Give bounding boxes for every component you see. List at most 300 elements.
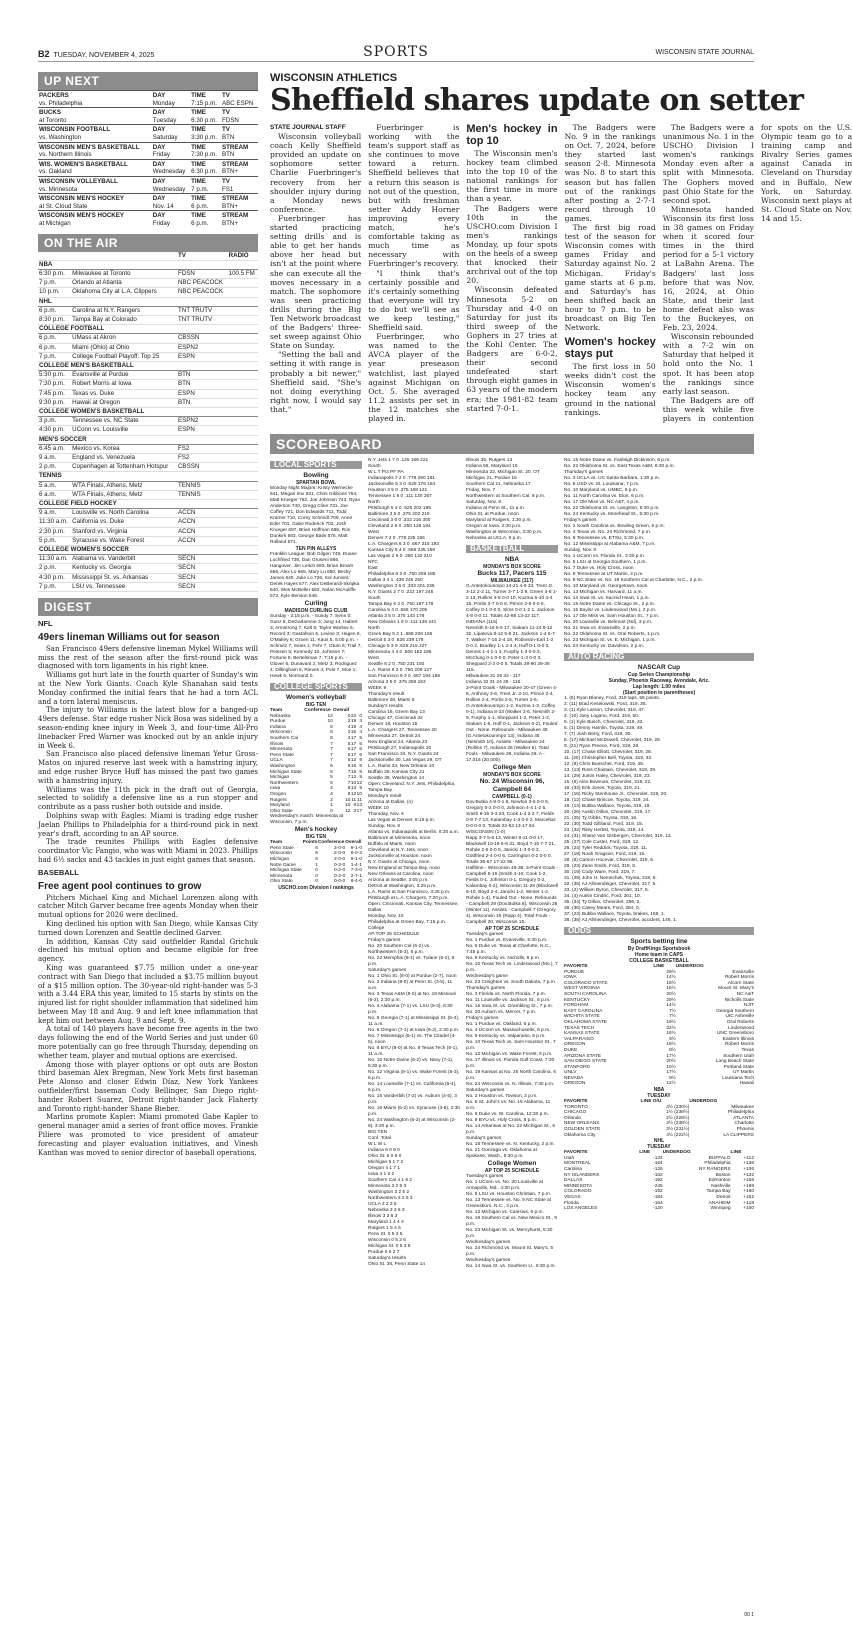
upnext-d: Tuesday xyxy=(152,116,177,124)
odds-cell: Texas xyxy=(741,1047,754,1053)
nascar-line: 3. (1) Kyle Larson, Chevrolet, 319, 47. xyxy=(564,708,646,713)
page-number: B2 xyxy=(38,49,50,59)
nhl-odds-cell: -126 xyxy=(653,1167,663,1172)
upnext-c1: DAY xyxy=(152,125,190,134)
scoreboard-line: Thursday's result xyxy=(368,692,405,697)
bucks-box-title: Bucks 117, Pacers 115 xyxy=(477,570,547,577)
scoreboard-line: Saturday, Nov. 8 xyxy=(466,500,502,505)
vb-cell: 7 xyxy=(330,758,333,764)
scoreboard-line: Seattle 38, Washington 14 xyxy=(368,776,425,781)
nascar-line: 28. (8) Carson Hocevar, Chevrolet, 319, 9. xyxy=(564,858,655,863)
nascar-line: 16. (33) Erik Jones, Toyota, 319, 21. xyxy=(564,786,641,791)
schedule-line: No. 8 Tennessee vs. ETSU, 5:30 p.m. xyxy=(564,536,645,541)
onair-cell: BTN xyxy=(177,371,228,380)
onair-cell xyxy=(228,463,258,472)
vb-head: Team xyxy=(270,708,283,713)
upnext-c1: DAY xyxy=(152,108,190,117)
scoreboard-line: Minnesota 23, Michigan St. 20, OT xyxy=(466,470,540,475)
schedule-line: No. 5 LSU at Georgia Southern, 1 p.m. xyxy=(564,560,647,565)
onair-cell: NBC PEACOCK xyxy=(177,288,228,297)
upnext-d: Monday xyxy=(152,99,175,107)
article-body xyxy=(270,123,852,429)
schedule-line: No. 21 Iowa vs. Evansville, 2 p.m. xyxy=(564,626,636,631)
scoreboard-header: SCOREBOARD xyxy=(270,434,754,454)
onair-cell: BTN xyxy=(177,398,228,407)
scoreboard-line: Conf. Total xyxy=(368,1136,391,1141)
scoreboard-line: Houston 3 5 0 .375 168 121 xyxy=(368,488,428,493)
box-line: Dov.Butka 4-8 0-1 8, Newton 3-6 0-0 6, Gregory 0-2 0-0 0, Johnson 4-4 1-2 5, Smith 8-15 3-3 23, Cook 1-4 2-2 7, Fields 0-9 7-7 13, Kalambay 1-3 0-0 2, Marcellus 0-0 0-0 0. Totals 23-53 13-17 64. xyxy=(466,800,556,829)
mh-cell: 2-0-0 xyxy=(333,845,346,851)
digest-paragraph: King declined his option with San Diego, while Kansas City turned down Lorenzen and Seattle declined Garver. xyxy=(38,919,258,937)
scoreboard-line: Las Vegas at Denver, 8:15 p.m. xyxy=(368,818,435,823)
main-article xyxy=(270,72,852,429)
scoreboard-line: Pittsburgh 27, Indianapolis 20 xyxy=(368,746,432,751)
curling-title: Curling xyxy=(304,600,328,607)
odds-cell: VALPARAISO xyxy=(564,1036,594,1042)
schedule-line: No. 24 Wisconsin vs. N. Illinois, 7:30 p.m. xyxy=(466,1082,555,1087)
volleyball-table xyxy=(270,708,362,814)
scoreboard-line: Oregon 4 1 7 1 xyxy=(368,1166,401,1171)
odds-cell: Robert Morris xyxy=(724,1042,754,1048)
digest-paragraph: The trade reunites Phillips with Eagles defensive coordinator Vic Fangio, who was with Miami in 2023. Phillips had 6½ sacks and 43 tackles in just eight games that season. xyxy=(38,838,258,864)
mh-cell: Ohio State xyxy=(270,879,293,885)
scoreboard-line: L.A. Chargers 27, Tennessee 20 xyxy=(368,728,437,733)
scoreboard-line: College xyxy=(368,926,385,931)
vb-cell: 8 xyxy=(330,724,333,730)
vb-cell: 6 xyxy=(359,747,362,753)
scoreboard-line: Ohio St. at Purdue, noon xyxy=(466,512,519,517)
odds-head: LINE xyxy=(653,964,665,969)
odds-cell: 16½ xyxy=(666,986,676,992)
upnext-tv: BTN+ xyxy=(222,168,239,176)
onair-cell: Orlando at Atlanta xyxy=(71,279,177,288)
scoreboard-line: No. 14 Louisville (7-1) vs. California (5-4), 6 p.m. xyxy=(368,1082,457,1093)
scoreboard-line: Chicago 5 3 0 .625 215 227 xyxy=(368,644,427,649)
upnext-opp: at St. Cloud State xyxy=(39,202,88,210)
onair-cell xyxy=(228,426,258,435)
vb-cell: 8 xyxy=(359,769,362,775)
scoreboard-line: Washington at Wisconsin, 3:30 p.m. xyxy=(466,530,543,535)
schedule-line: Wednesday's games xyxy=(466,1240,511,1245)
nascar-lap: Lap length: 1.00 miles xyxy=(632,684,686,690)
upnext-c2: TIME xyxy=(190,91,221,100)
vb-cell: 6 xyxy=(359,763,362,769)
onair-cell xyxy=(228,453,258,462)
upnext-c1: DAY xyxy=(152,211,190,220)
vb-head: Overall xyxy=(332,708,350,713)
vb-cell: 4 xyxy=(359,724,362,730)
nascar-line: 2. (11) Brad Keselowski, Ford, 319, 35. xyxy=(564,702,647,707)
schedule-line: No. 5 St. John's vs. No. 15 Alabama, 11 a.m. xyxy=(466,1100,551,1111)
scoreboard-line: Friday, Nov. 7 xyxy=(466,488,496,493)
college-sports-bar: COLLEGE SPORTS xyxy=(270,683,362,691)
nba-odds-cell: 4½ (222½) xyxy=(666,1132,690,1138)
upnext-c2: TIME xyxy=(190,159,221,168)
mh-cell: 6 xyxy=(315,857,318,863)
odds-cell: Louisiana Tech xyxy=(722,1075,754,1081)
odds-cell: STANFORD xyxy=(564,1064,591,1070)
scoreboard-line: Friday's games xyxy=(368,938,401,943)
scoreboard-line: San Francisco 6 3 0 .667 194 188 xyxy=(368,674,441,679)
onair-cell: ESPN xyxy=(177,389,228,398)
onair-cell: CBSSN xyxy=(177,463,228,472)
onair-col-tv: TV xyxy=(177,252,228,261)
scoreboard-line: No. 3 Texas A&M (8-0) at No. 19 Missouri (6-2), 2:30 p.m. xyxy=(368,992,457,1003)
scoreboard-line: Washington 3 2 6 2 xyxy=(368,1190,410,1195)
upnext-opp: at Michigan xyxy=(39,219,71,227)
nascar-line: 20. (26) Austin Dillon, Chevrolet, 319, 17. xyxy=(564,810,652,815)
schedule-line: No. 4 Texas vs. No. 24 Richmond, 7 p.m. xyxy=(564,530,652,535)
mh-cell: 6-0-2 xyxy=(350,851,362,857)
nhl-odds-cell: Carolina xyxy=(564,1167,582,1172)
vb-cell: 17 xyxy=(350,741,357,747)
nhl-odds-head: LINE xyxy=(730,1150,742,1156)
mh-cell: 0-2-0 xyxy=(333,868,346,874)
schedule-line: No. 10 Maryland vs. UMBC, 5 p.m. xyxy=(564,488,639,493)
vb-cell: 7 xyxy=(347,769,351,775)
schedule-line: No. 10 Maryland vs. Georgetown, noon xyxy=(564,584,648,589)
schedule-line: No. 18 Tennessee vs. N. Kentucky, 2 p.m. xyxy=(466,1142,555,1147)
vb-cell: Indiana xyxy=(270,724,286,730)
odds-cell: 10½ xyxy=(666,1064,676,1070)
nascar-line: 23. (32) Riley Herbst, Toyota, 319, 14. xyxy=(564,828,645,833)
nhl-odds-cell: DALLAS xyxy=(564,1178,583,1184)
odds-head: FAVORITE xyxy=(564,964,588,969)
nhl-odds-cell: +118 xyxy=(743,1200,754,1206)
onair-cell: FS2 xyxy=(177,453,228,462)
onair-cell: Stanford vs. Virginia xyxy=(71,527,177,536)
odds-cell: NJIT xyxy=(743,1003,754,1009)
nascar-line: 24. (31) Shane Van Gisbergen, Chevrolet, 319, 13. xyxy=(564,834,672,839)
scoreboard-line: L.A. Rams at San Francisco, 3:25 p.m. xyxy=(368,890,451,895)
mh-cell: 0 xyxy=(315,868,318,874)
scoreboard-line: Tennessee 1 8 0 .111 130 257 xyxy=(368,494,432,499)
onair-group: TENNIS xyxy=(38,472,258,481)
onair-cell: 7 p.m. xyxy=(38,279,71,288)
onair-cell: Mexico vs. Korea xyxy=(71,444,177,453)
schedule-line: No. 11 Louisville vs. Jackson St., 6 p.m. xyxy=(466,998,551,1003)
odds-cell: WEST VIRGINIA xyxy=(564,986,601,992)
nascar-line: 14. (29) Justin Haley, Chevrolet, 319, 23. xyxy=(564,774,651,779)
odds-cell: 20½ xyxy=(666,991,676,997)
nascar-line: 26. (24) Tyler Reddick, Toyota, 319, 11. xyxy=(564,846,648,851)
vb-cell: 16 xyxy=(350,730,357,736)
nba-odds-cell: 3½ (230½) xyxy=(666,1104,690,1110)
onair-cell: Alabama vs. Vanderbilt xyxy=(71,555,177,564)
onair-group: COLLEGE FIELD HOCKEY xyxy=(38,499,258,508)
onair-cell xyxy=(228,527,258,536)
nascar-line: 6. (1) Denny Hamlin, Toyota, 319, 49. xyxy=(564,726,644,731)
odds-cell: IOWA xyxy=(564,975,577,981)
article-paragraph: Fuerbringer is working with the team's support staff as she continues to move toward a return. Sheffield believes that a return this season is not out of the question, but with freshman setter Addy Horner improving every match, he's comfortable taking as much time as necessary with Fuerbringer's recovery. xyxy=(368,123,460,269)
scoreboard-line: Carolina 16, Green Bay 13 xyxy=(368,710,425,715)
mh-cell: 6-4-0 xyxy=(350,879,362,885)
onair-cell xyxy=(228,582,258,591)
schedule-line: Saturday's games xyxy=(466,1088,505,1093)
odds-cell: 17½ xyxy=(666,1070,676,1076)
nhl-odds-cell: NY ISLANDERS xyxy=(564,1172,600,1178)
onair-cell: ACCN xyxy=(177,527,228,536)
odds-cell: Robert Morris xyxy=(724,975,754,981)
mh-head: Team xyxy=(270,840,283,846)
scoreboard-line: Cincinnati 3 6 0 .333 216 300 xyxy=(368,518,431,523)
digest-paragraph: In addition, Kansas City said outfielder Randal Grichuk declined his mutual option and became eligible for free agency. xyxy=(38,937,258,964)
nascar-line: 32. (35) AJ Allmendinger, Chevrolet, 317, 5. xyxy=(564,882,657,887)
scoreboard-line: Ohio St. 5 0 8 0 xyxy=(368,1154,402,1159)
schedule-line: No. 3 UCLA vs. UC Santa Barbara, 1:30 p.m. xyxy=(564,476,660,481)
onair-cell: TNT TRUTV xyxy=(177,315,228,324)
nhl-odds-cell: MONTREAL xyxy=(564,1161,591,1167)
mh-cell: Minnesota xyxy=(270,873,293,879)
vb-cell: 2 xyxy=(330,797,333,803)
onair-cell xyxy=(228,334,258,343)
onair-cell: 3 p.m. xyxy=(38,417,71,426)
college-men-sub: MONDAY'S BOX SCORE xyxy=(483,772,541,778)
scoreboard-line: West xyxy=(368,530,379,535)
upnext-c2: TIME xyxy=(190,211,221,220)
nba-odds-title: NBA xyxy=(653,1087,665,1094)
vb-cell: 13 xyxy=(356,803,362,809)
odds-cell: 6½ xyxy=(669,1036,676,1042)
nascar-title: NASCAR Cup xyxy=(637,664,681,671)
odds-cell: 14½ xyxy=(666,975,676,981)
nhl-odds-cell: VEGAS xyxy=(564,1194,581,1200)
onair-cell: FS2 xyxy=(177,444,228,453)
onair-cell: 5 p.m. xyxy=(38,536,71,545)
scoreboard-line: North xyxy=(368,626,380,631)
odds-sub3: COLLEGE BASKETBALL xyxy=(629,958,689,964)
mh-cell: 0 xyxy=(315,879,318,885)
nhl-odds-cell: COLORADO xyxy=(564,1189,592,1195)
onair-cell: England vs. Venezuela xyxy=(71,453,177,462)
odds-cell: NC A&T xyxy=(736,991,754,997)
vb-cell: Minnesota xyxy=(270,747,293,753)
nhl-odds-cell: NY RANGERS xyxy=(698,1167,731,1172)
article-paragraph: The Badgers were a unanimous No. 1 in the USCHO Division I women's rankings Monday even after a split with Minnesota. The Gophers moved past Ohio State for the second spot. xyxy=(662,123,754,205)
bowling-sub: SPARTAN BOWL xyxy=(295,480,337,486)
scoreboard-line: Nebraska 3 3 6 3 xyxy=(368,1208,405,1213)
schedule-line: No. 9 Kentucky vs. Nicholls, 6 p.m. xyxy=(466,956,541,961)
vb-cell: 6 xyxy=(359,741,362,747)
scoreboard-line: Monday, Nov. 10 xyxy=(368,914,404,919)
vb-cell: 10 xyxy=(345,803,351,809)
digest-paragraph: Dolphins swap with Eagles: Miami is trading edge rusher Jaelan Phillips to Philadelphia for a third-round pick in next year's draft, according to an AP source. xyxy=(38,811,258,838)
vb-cell: Maryland xyxy=(270,803,290,809)
scoreboard-line: Washington 3 6 0 .333 201 236 xyxy=(368,584,435,589)
nascar-line: 8. (17) Michael McDowell, Chevrolet, 319, 29. xyxy=(564,738,662,743)
scoreboard-line: Cleveland 2 6 0 .250 126 184 xyxy=(368,524,431,529)
nascar-line: 4. (10) Joey Logano, Ford, 319, 50. xyxy=(564,714,640,719)
onair-group: COLLEGE FOOTBALL xyxy=(38,325,258,334)
upnext-t: 6:30 p.m. xyxy=(191,168,217,176)
scoreboard-line: Arizona at Seattle, 3:05 p.m. xyxy=(368,878,429,883)
scoreboard-line: No. 4 Alabama (7-1) vs. LSU (5-3), 6:30 p.m. xyxy=(368,1004,453,1015)
onair-cell: WTA Finals, Athens, Metz xyxy=(71,481,177,490)
mens-hockey-title: Men's hockey xyxy=(294,826,338,834)
schedule-line: No. 1 UConn vs. Florida St., 3:30 p.m. xyxy=(564,554,646,559)
odds-cell: 17½ xyxy=(666,1053,676,1059)
nhl-odds-cell: -164 xyxy=(653,1161,663,1167)
onair-cell: Mississippi St. vs. Arkansas xyxy=(71,573,177,582)
mh-cell: 9-1-0 xyxy=(350,845,362,851)
vb-cell: 5 xyxy=(347,747,351,753)
vb-cell: 17 xyxy=(350,752,357,758)
nhl-odds-cell: Winnipeg xyxy=(710,1206,731,1212)
nhl-odds-cell: +100 xyxy=(743,1206,754,1212)
upnext-opp: vs. Washington xyxy=(39,133,82,141)
onair-cell: 4:30 p.m. xyxy=(38,426,71,435)
nba-odds-cell: 3½ (231½) xyxy=(666,1127,690,1133)
nascar-line: 10. (17) Chase Elliott, Chevrolet, 319, 28. xyxy=(564,750,652,755)
bowling-title: Bowling xyxy=(303,472,329,479)
nhl-odds-cell: -134 xyxy=(653,1155,663,1161)
onair-cell: 7:45 p.m. xyxy=(38,389,71,398)
vb-cell: 17 xyxy=(350,747,357,753)
vb-cell: Michigan xyxy=(270,775,290,781)
mh-cell: Wisconsin xyxy=(270,851,292,857)
tenpin-sub: TEN PIN ALLEYS xyxy=(295,546,337,552)
byline: STATE JOURNAL STAFF xyxy=(270,124,346,131)
college-men-title: College Men xyxy=(492,764,532,771)
vb-cell: 17 xyxy=(350,735,357,741)
vb-cell: 10 xyxy=(327,719,333,725)
scoreboard-col-1 xyxy=(270,458,362,1608)
mh-cell: 6 xyxy=(315,845,318,851)
vb-cell: 12 xyxy=(327,713,333,719)
onair-cell: Tennessee vs. NC State xyxy=(71,417,177,426)
scoreboard-line: Michigan St. 0 5 3 5 xyxy=(368,1244,411,1249)
onair-cell: 9:30 p.m. xyxy=(38,398,71,407)
scoreboard-line: Atlanta vs. Indianapolis at Berlin, 8:30 a.m. xyxy=(368,830,459,835)
odds-cell: Oral Roberts xyxy=(726,1019,754,1025)
wisconsin-box-sub: CAMPBELL (0-1) xyxy=(492,794,532,800)
upnext-c3: STREAM xyxy=(221,159,258,168)
scoreboard-line: Ohio St. 38, Penn State 14 xyxy=(368,1262,426,1267)
schedule-line: No. 22 Oklahoma St. vs. East Texas A&M, 6:30 p.m. xyxy=(564,464,675,469)
vb-cell: 6 xyxy=(330,763,333,769)
onair-group: COLLEGE WOMEN'S BASKETBALL xyxy=(38,407,258,416)
scoreboard-line: No. 18 Miami (6-2) vs. Syracuse (3-6), 2:30 p.m. xyxy=(368,1106,460,1117)
nascar-line: 17. (16) Ricky Stenhouse Jr., Chevrolet, 319, 20. xyxy=(564,792,668,797)
schedule-line: No. 20 Auburn vs. Mercer, 7 p.m. xyxy=(466,1010,537,1015)
odds-table xyxy=(564,964,754,1087)
onair-cell: ESPN xyxy=(177,426,228,435)
upnext-header: UP NEXT xyxy=(38,72,258,90)
digest-paragraph: Williams was the 11th pick in the draft out of Georgia, selected to solidify a defensive line as a run stopper and contribute as a pass rusher both outside and inside. xyxy=(38,785,258,812)
schedule-line: No. 2 South Carolina vs. Bowling Green, 6 p.m. xyxy=(564,524,665,529)
nascar-line: 37. (23) Bubba Wallace, Toyota, brakes, 165, 1. xyxy=(564,912,666,917)
nhl-odds-head: FAVORITE xyxy=(564,1150,588,1156)
article-headline: Sheffield shares update on setter xyxy=(270,83,804,118)
nba-odds-cell: GOLDEN STATE xyxy=(564,1127,601,1133)
odds-cell: ARIZONA STATE xyxy=(564,1053,602,1059)
scoreboard-line: Jacksonville 5 3 0 .625 176 184 xyxy=(368,482,436,487)
mh-cell: 2-0-0 xyxy=(333,851,346,857)
schedule-line: Thursday's games xyxy=(564,470,604,475)
scoreboard-line: Illinois 35, Rutgers 13 xyxy=(466,458,513,463)
schedule-line: No. 15 Notre Dame vs. Fairleigh Dickinson, 6 p.m. xyxy=(564,458,671,463)
schedule-line: No. 16 Iowa St. vs. Grambling St., 7 p.m. xyxy=(466,1004,553,1009)
odds-cell: 29½ xyxy=(666,969,676,975)
nba-sub: MONDAY'S BOX SCORE xyxy=(483,564,541,570)
upnext-team: WIS. WOMEN'S BASKETBALL xyxy=(38,159,152,168)
scoreboard-line: Arizona at Dallas, (n) xyxy=(368,800,413,805)
upnext-c1: DAY xyxy=(152,91,190,100)
onair-col-radio: RADIO xyxy=(228,252,258,261)
onair-cell: 8:30 p.m. xyxy=(38,315,71,324)
digest-paragraph: Marlins promote Kapler: Miami promoted Gabe Kapler to general manager amid a series of front office moves. Frankie Piliere was promoted to vice president of amateur forecasting and player evaluation initiatives, and Vinesh Kanthan was moved to senior director of baseball operations. xyxy=(38,1113,258,1157)
onair-cell: 11:30 a.m. xyxy=(38,555,71,564)
nascar-sub: Cup Series Championship xyxy=(627,672,691,678)
scoreboard-line: Denver 7 2 0 .778 225 166 xyxy=(368,536,425,541)
scoreboard-col-4 xyxy=(564,458,754,1608)
box-line: Halftime - Wisconsin 48-38. 3-Point Goals - Campbell 5-19 (Smith 4-10, Cook 1-2, Fields 0-1, Johnson 0-1, Gregory 0-2, Kalambay 0-2), Wisconsin 11-28 (Blackwell 6-10, Boyd 2-4, Janicki 1-2, Winter 1-2, Rohde 1-4). Fouled Out - None. Rebounds - Campbell 29 (Dov.Butka 8), Wisconsin 28 (Winter 11). Assists - Campbell 7 (Gregory 4), Wisconsin 19 (Rapp 4). Total Fouls - Campbell 20, Wisconsin 15. xyxy=(466,866,558,925)
schedule-line: No. 24 Richmond vs. Mount St. Mary's, 5 p.m. xyxy=(466,1246,554,1257)
nascar-line: 36. (36) Casey Mears, Ford, 284, 0. xyxy=(564,906,640,911)
vb-cell: 8 xyxy=(330,730,333,736)
schedule-line: No. 20 Louisville vs. Belmont (Nd), 3 p.m. xyxy=(564,620,653,625)
upnext-team: WISCONSIN VOLLEYBALL xyxy=(38,176,152,185)
onair-cell: Kentucky vs. Georgia xyxy=(71,564,177,573)
nhl-odds-cell: BUFFALO xyxy=(708,1155,731,1161)
onair-cell xyxy=(228,518,258,527)
onair-cell: UMass at Akron xyxy=(71,334,177,343)
article-paragraph: The first big road test of the season for Wisconsin comes with games Friday and Saturday against No. 2 Michigan. Friday's game starts at 6 p.m. and Saturday's has been shifted back an hour to 7 p.m. to be broadcast on Big Ten Network. xyxy=(564,223,656,333)
mh-cell: Penn State xyxy=(270,845,294,851)
upnext-d: Wednesday xyxy=(152,185,186,193)
nascar-line: 18. (12) Chase Briscoe, Toyota, 319, 24. xyxy=(564,798,650,803)
odds-cell: SAN DIEGO STATE xyxy=(564,1059,607,1065)
onair-cell xyxy=(228,417,258,426)
onair-cell: 4:30 p.m. xyxy=(38,573,71,582)
scoreboard-col-3 xyxy=(466,458,558,1608)
vb-cell: 10 xyxy=(356,791,362,797)
onair-cell: 9 a.m. xyxy=(38,509,71,518)
scoreboard-line: Iowa 4 1 6 2 xyxy=(368,1172,395,1177)
onair-cell: 10 p.m. xyxy=(38,288,71,297)
scoreboard-line: New England 24, Atlanta 23 xyxy=(368,740,428,745)
schedule-line: No. 11 North Carolina vs. Elon, 6 p.m. xyxy=(564,494,645,499)
onair-cell xyxy=(228,555,258,564)
vb-cell: 0 xyxy=(347,713,351,719)
vb-cell: 4 xyxy=(347,735,351,741)
scoreboard-line: Minnesota 27, Detroit 24 xyxy=(368,734,421,739)
odds-cell: 18½ xyxy=(666,980,676,986)
nhl-odds-cell: Utah xyxy=(564,1155,575,1161)
nba-odds-cell: TORONTO xyxy=(564,1104,588,1110)
auto-racing-bar: AUTO RACING xyxy=(564,653,754,661)
article-paragraph: "I think that's certainly possible and it's certainly something that everyone will try to do but we'll see as we keep testing," Sheffield said. xyxy=(368,268,460,333)
odds-cell: FORDHAM xyxy=(564,1003,589,1009)
odds-cell: Lindenwood xyxy=(728,1025,754,1031)
upnext-tv: BTN xyxy=(222,133,235,141)
ap-schedule-sub: AP TOP 25 SCHEDULE xyxy=(484,926,540,932)
vb-cell: 19 xyxy=(350,719,357,725)
upnext-c3: STREAM xyxy=(221,211,258,220)
digest-header: DIGEST xyxy=(38,598,258,616)
basketball-bar: BASKETBALL xyxy=(466,545,558,553)
mh-cell: 0-0-0 xyxy=(333,879,346,885)
schedule-line: Friday's games xyxy=(466,1016,499,1021)
vb-cell: 8 xyxy=(347,791,351,797)
scoreboard-line: East xyxy=(368,566,378,571)
upnext-team: WISCONSIN MEN'S HOCKEY xyxy=(38,211,152,220)
digest-paragraph: Among those with player options or opt outs are Boston third baseman Alex Bregman, New York Mets first baseman Pete Alonso and closer Edwin Díaz, New York Yankees outfielder/first baseman Cody Bellinger, San Diego right-hander Robert Suarez, Detroit right-hander Jack Flaherty and Toronto right-hander Shane Bieber. xyxy=(38,1060,258,1113)
nhl-odds-cell: Detroit xyxy=(716,1194,731,1200)
odds-cell: COLORADO STATE xyxy=(564,980,608,986)
vb-cell: 9 xyxy=(359,786,362,792)
mh-cell: 0-2-0 xyxy=(333,873,346,879)
